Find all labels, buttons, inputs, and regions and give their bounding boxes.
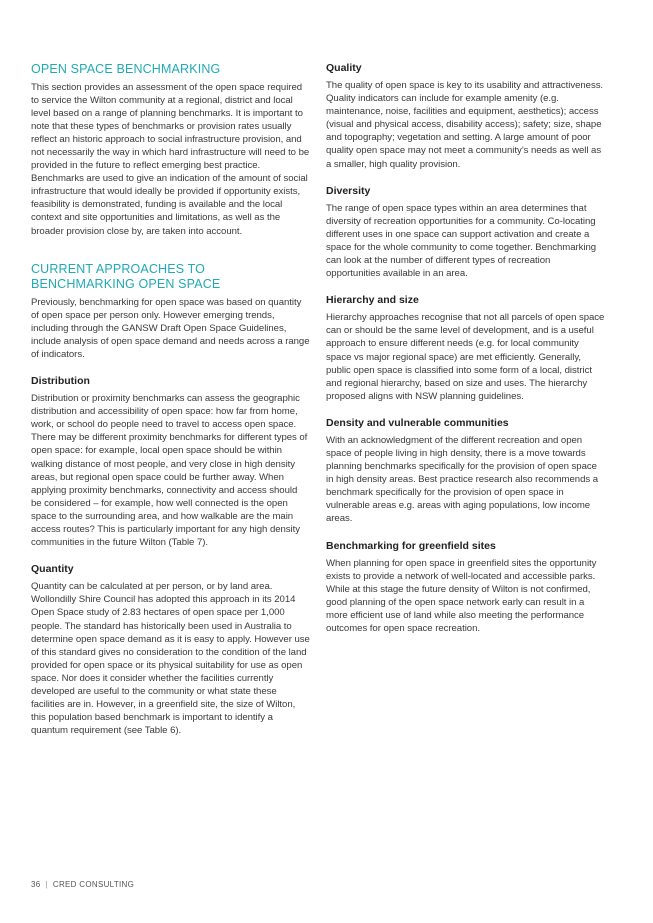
page-number: 36 — [31, 880, 41, 889]
section-heading-open-space-benchmarking: OPEN SPACE BENCHMARKING — [31, 62, 221, 76]
subheading-quality: Quality — [326, 62, 362, 74]
greenfield-paragraph: When planning for open space in greenfield sites the opportunity exists to provide a network of well-located and accessible parks. While at this stage the future density of Wilton is not confirmed, good planning of the open space network early can result in a more efficient use of land while also meeting the performance outcomes for open space recreation. — [326, 557, 597, 634]
hierarchy-paragraph: Hierarchy approaches recognise that not all parcels of open space can or should be the same level of development, and is a useful approach to ensure different needs (e.g. for local community space vs major regional space) are met efficiently. Generally, public open space is classified into some form of a local, district and regional hierarchy, based on size and uses. The hierarchy proposed aligns with NSW planning guidelines. — [326, 312, 605, 402]
quality-paragraph: The quality of open space is key to its usability and attractiveness. Quality indicators can include for example amenity (e.g. maintenance, noise, facilities and equipment, aesthetics); access (visual and physical access, disability access); safety; size, shape and topography; vegetation and setting. A large amount of poor quality open space may not meet a community’s needs as well as a smaller, high quality provision. — [326, 80, 604, 170]
subheading-hierarchy: Hierarchy and size — [326, 294, 419, 307]
page-footer — [31, 880, 134, 889]
subheading-greenfield: Benchmarking for greenfield sites — [326, 539, 496, 552]
subheading-quantity: Quantity — [31, 563, 74, 576]
density-paragraph: With an acknowledgment of the different recreation and open space of people living in high density, there is a move towards planning benchmarks specifically for the provision of open space in high density areas. Best practice research also recommends a benchmark specifically for the provision of open space in vulnerable areas e.g. areas with aging populations, low income areas. — [326, 434, 599, 525]
subheading-distribution: Distribution — [31, 375, 90, 388]
diversity-paragraph: The range of open space types within an area determines that diversity of recreation opportunities for a community. Co-locating different uses in one space can support activation and create a space for the whole community to come together. Benchmarking can look at the number of different types of recreation opportunities available in an area. — [326, 202, 597, 280]
quantity-paragraph: Quantity can be calculated at per person, or by land area. Wollondilly Shire Council has adopted this approach in its 2014 Open Space study of 2.83 hectares of open space per 1,000 people. The standard has historically been used in Australia to determine open space demand as it is easy to apply. However use of this standard gives no consideration to the condition of the land provided for open space or its physical suitability for use as open space. Nor does it consider whether the facilities currently developed are useful to the community or what state these facilities are in. However, in a greenfield site, the size of Wilton, this population based benchmark is important to identify a quantum requirement (see Table 6). — [31, 581, 310, 737]
footer-company: CRED CONSULTING — [52, 880, 135, 889]
footer-separator: | — [45, 880, 48, 889]
subheading-diversity: Diversity — [326, 184, 371, 197]
right-column — [326, 62, 606, 635]
current-approaches-paragraph: Previously, benchmarking for open space was based on quantity of open space per person only. However emerging trends, including through the GANSW Draft Open Space Guidelines, include analysis of open space demand and needs across a range of indicators. — [31, 296, 310, 360]
distribution-paragraph: Distribution or proximity benchmarks can assess the geographic distribution and accessibility of open space: how far from home, work, or school do people need to travel to access open space. There may be different proximity benchmarks for different types of open space: for example, local open space should be within walking distance of most people, and very close in high density areas, but regional open space could be further away. When applying proximity benchmarks, connectivity and access should be considered – for example, how well connected is the open space to the surrounding area, and how walkable are the main access routes? This is particularly important for any high density communities in the future Wilton (Table 7). — [31, 393, 308, 549]
left-column — [31, 62, 310, 737]
benchmarking-paragraph: This section provides an assessment of the open space required to service the Wilton community at a regional, district and local level based on a range of planning benchmarks. It is important to note that these types of benchmarks or provision rates usually reflect an historic approach to social infrastructure provision, and not necessarily the way in which hard infrastructure will need to be provided in the future to reflect emerging best practice. Benchmarks are used to give an indication of the amount of social infrastructure that would ideally be provided if opportunity exists, feasibility is demonstrated, funding is available and the local context and site opportunities and limitations, as well as the broader provision close by, are taken into account. — [31, 81, 310, 237]
subheading-density: Density and vulnerable communities — [326, 416, 509, 429]
section-heading-current-approaches: CURRENT APPROACHES TO BENCHMARKING OPEN SPACE — [31, 261, 221, 292]
